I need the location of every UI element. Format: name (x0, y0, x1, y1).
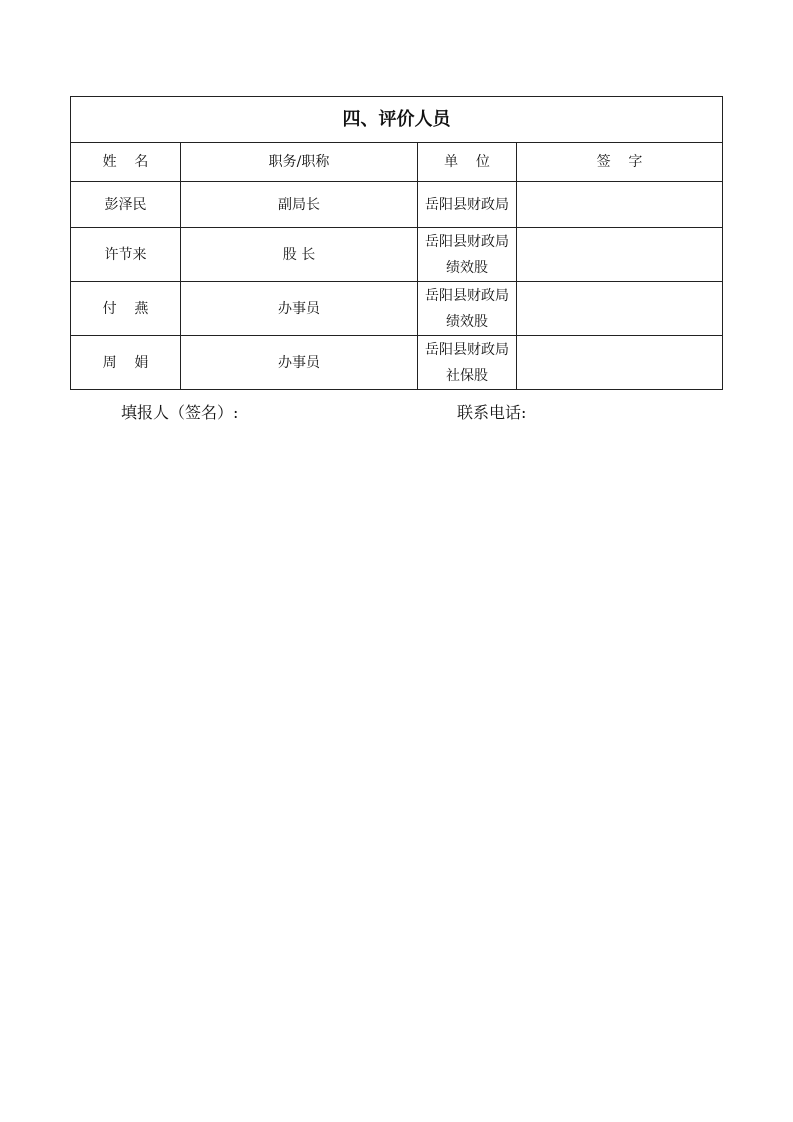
header-unit: 单 位 (418, 143, 517, 182)
unit-line-1: 岳阳县财政局 (425, 287, 509, 304)
phone-label: 联系电话: (457, 403, 527, 422)
header-position: 职务/职称 (181, 143, 418, 182)
table-row (71, 336, 723, 390)
section-title: 四、评价人员 (71, 97, 723, 143)
table-header-row (71, 143, 723, 182)
header-name: 姓 名 (71, 143, 181, 182)
position-cell: 副局长 (181, 182, 418, 228)
name-cell: 周 娟 (71, 336, 181, 390)
reporter-label: 填报人（签名）: (121, 403, 239, 422)
form-footer (0, 400, 793, 424)
evaluator-table (70, 96, 723, 390)
unit-line-2: 绩效股 (446, 259, 488, 276)
unit-cell (418, 336, 517, 390)
name-cell: 彭泽民 (71, 182, 181, 228)
unit-cell (418, 228, 517, 282)
unit-line-1: 岳阳县财政局 (425, 341, 509, 358)
position-cell: 办事员 (181, 336, 418, 390)
unit-line-2: 社保股 (446, 367, 488, 384)
unit-line-1: 岳阳县财政局 (425, 233, 509, 250)
name-cell: 付 燕 (71, 282, 181, 336)
signature-cell[interactable] (517, 336, 723, 390)
unit-cell: 岳阳县财政局 (418, 182, 517, 228)
unit-cell (418, 282, 517, 336)
unit-line-2: 绩效股 (446, 313, 488, 330)
position-cell: 办事员 (181, 282, 418, 336)
name-cell: 许节来 (71, 228, 181, 282)
signature-cell[interactable] (517, 182, 723, 228)
table-row (71, 228, 723, 282)
signature-cell[interactable] (517, 282, 723, 336)
table-row (71, 182, 723, 228)
header-signature: 签 字 (517, 143, 723, 182)
signature-cell[interactable] (517, 228, 723, 282)
table-row (71, 282, 723, 336)
position-cell: 股 长 (181, 228, 418, 282)
